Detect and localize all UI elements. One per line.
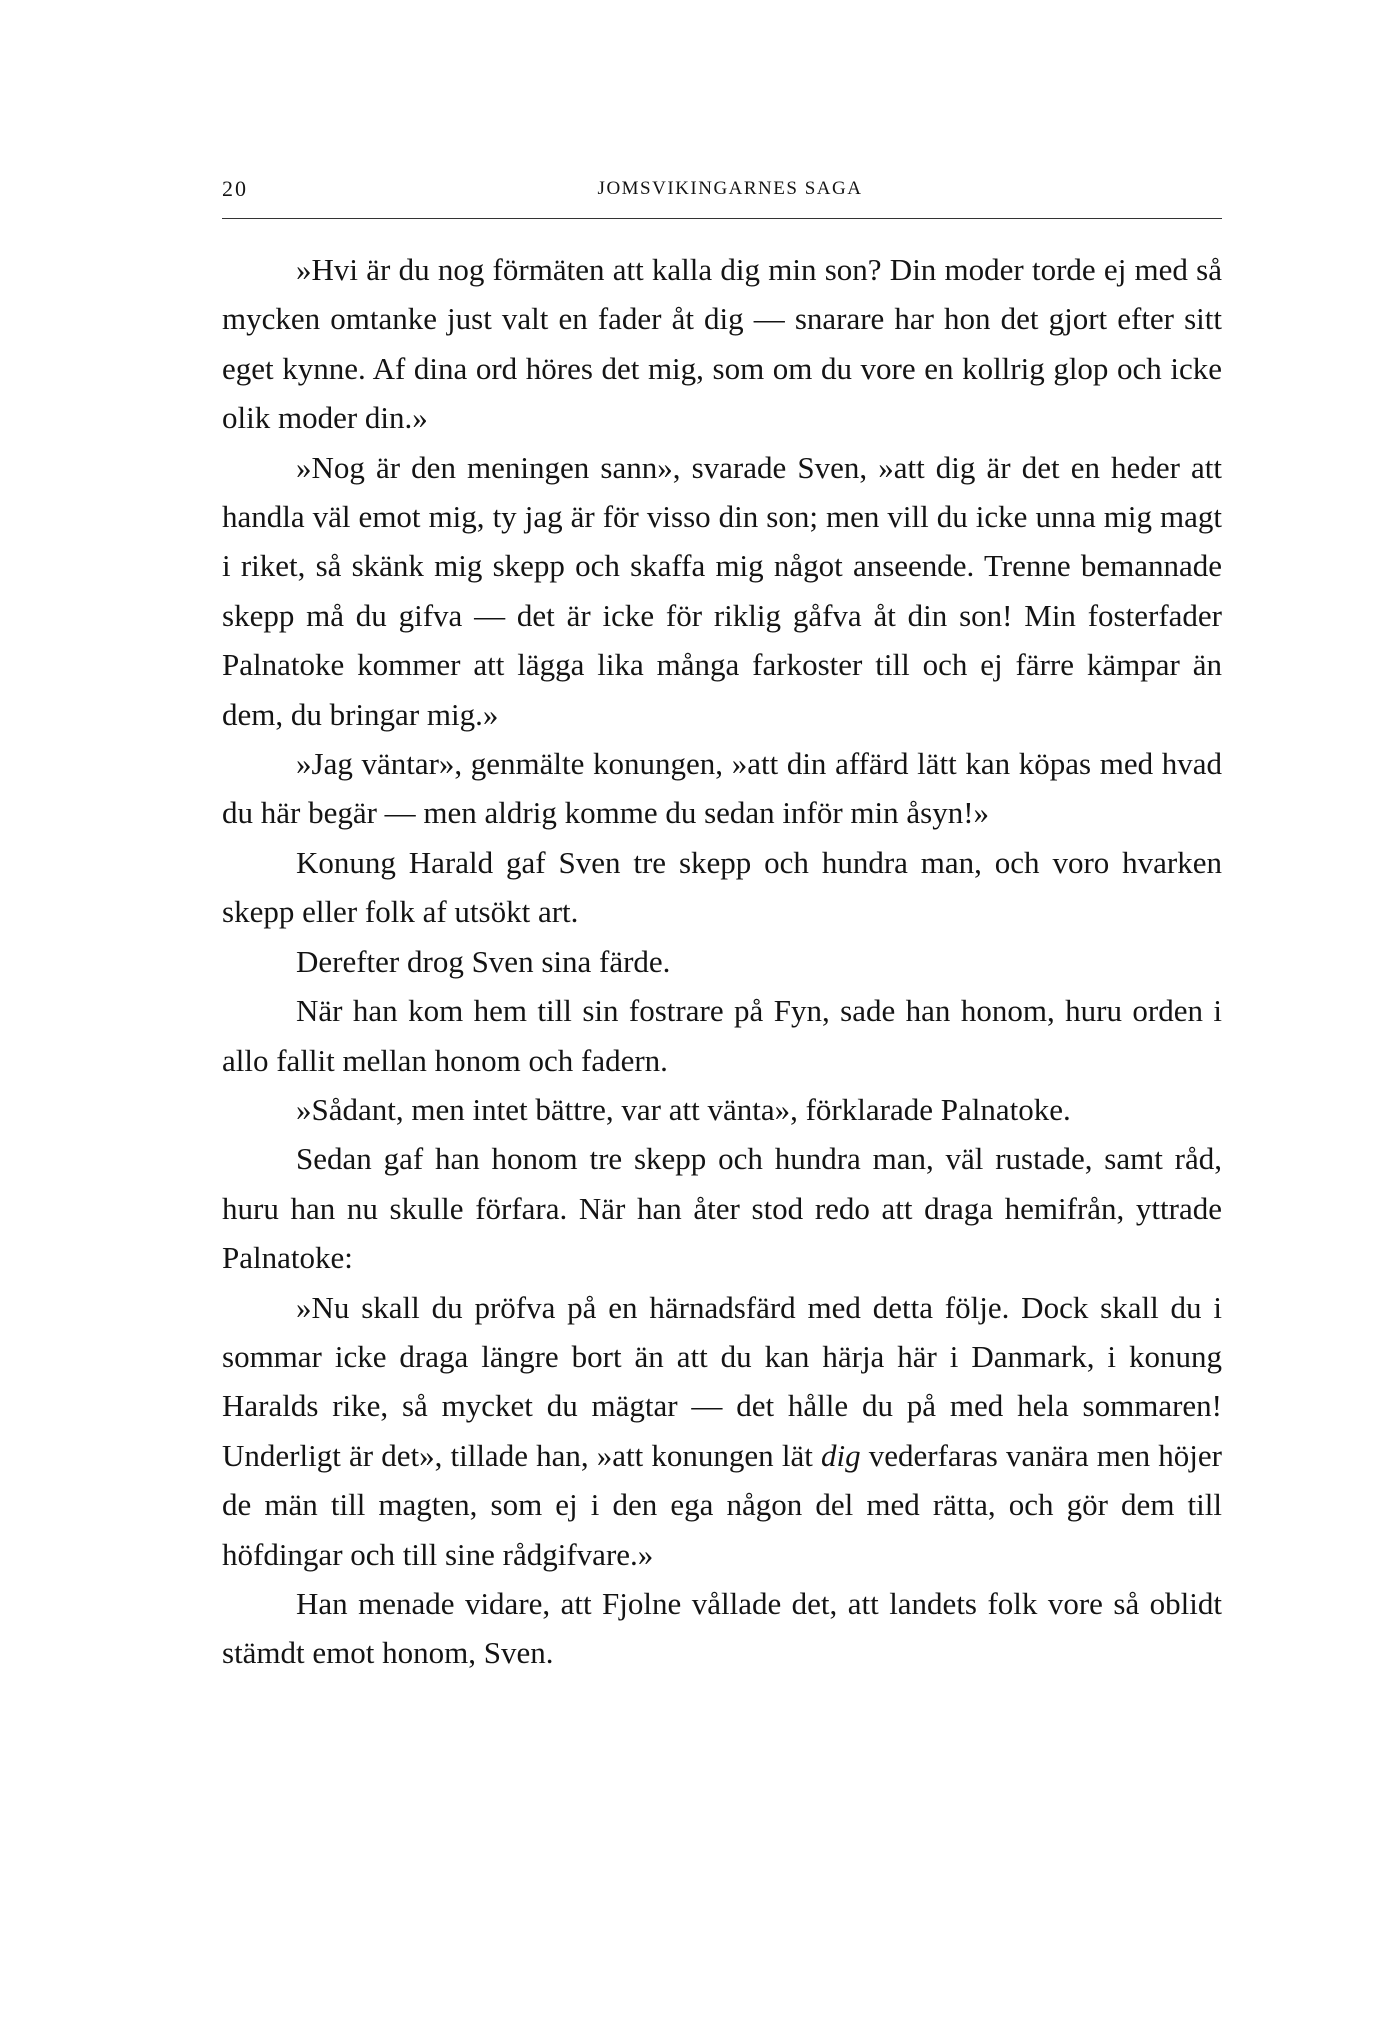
running-head (222, 176, 1222, 206)
page-number: 20 (222, 176, 248, 201)
paragraph: Han menade vidare, att Fjolne vållade det, att landets folk vore så oblidt stämdt emot honom, Sven. (222, 1585, 1222, 1671)
paragraph-text: »Nu skall du pröfva på en härnadsfärd med detta följe. Dock skall du i sommar icke draga längre bort än att du kan härja här i Danmark, i konung Haralds rike, så mycket du mägtar — det hålle du på med hela sommaren! Underligt är det», tillade han, »att konungen lät (222, 1289, 1222, 1473)
paragraph: Konung Harald gaf Sven tre skepp och hundra man, och voro hvarken skepp eller folk af utsökt art. (222, 844, 1222, 930)
paragraph: »Hvi är du nog förmäten att kalla dig min son? Din moder torde ej med så mycken omtanke just valt en fader åt dig — snarare har hon det gjort efter sitt eget kynne. Af dina ord höres det mig, som om du vore en kollrig glop och icke olik moder din.» (222, 252, 1222, 436)
paragraph: »Jag väntar», genmälte konungen, »att din affärd lätt kan köpas med hvad du här begär — men aldrig komme du sedan inför min åsyn!» (222, 746, 1222, 831)
paragraph (222, 1283, 1222, 1579)
emphasized-word: dig (820, 1437, 861, 1473)
paragraph-text: vederfaras vanära men höjer de män till magten, som ej i den ega någon del med rätta, och gör dem till höfdingar och till sine rådgifvare.» (222, 1437, 1222, 1572)
running-title: JOMSVIKINGARNES SAGA (597, 178, 863, 199)
paragraph: »Nog är den meningen sann», svarade Sven, »att dig är det en heder att handla väl emot mig, ty jag är för visso din son; men vill du icke unna mig magt i riket, så skänk mig skepp och skaffa mig något anseende. Trenne bemannade skepp må du gifva — det är icke för riklig gåfva åt din son! Min fosterfader Palnatoke kommer att lägga lika många farkoster till och ej färre kämpar än dem, du bringar mig.» (222, 449, 1222, 732)
paragraph: Sedan gaf han honom tre skepp och hundra man, väl rustade, samt råd, huru han nu skulle förfara. När han åter stod redo att draga hemifrån, yttrade Palnatoke: (222, 1141, 1222, 1276)
header-rule (222, 218, 1222, 219)
paragraph: När han kom hem till sin fostrare på Fyn, sade han honom, huru orden i allo fallit mellan honom och fadern. (222, 993, 1222, 1078)
body-text (222, 245, 1222, 1678)
paragraph: Derefter drog Sven sina färde. (296, 943, 671, 979)
paragraph: »Sådant, men intet bättre, var att vänta», förklarade Palnatoke. (296, 1091, 1071, 1127)
